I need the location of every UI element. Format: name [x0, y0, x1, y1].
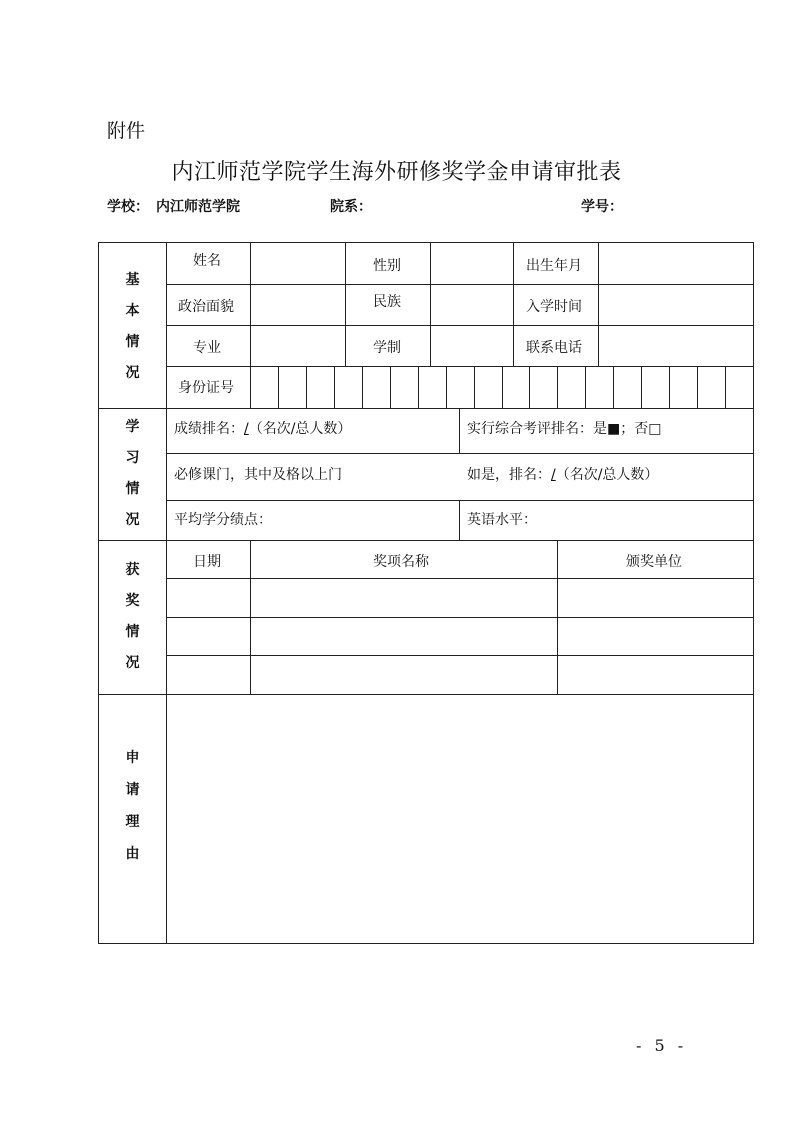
yes-checkbox[interactable]: ■	[607, 421, 621, 437]
section-char: 本	[125, 303, 140, 319]
if-yes-rank-field	[467, 464, 658, 484]
name-label: 姓名	[193, 253, 221, 269]
id-digit-separator	[529, 366, 530, 408]
section-char: 习	[125, 450, 140, 466]
section-char: 获	[125, 562, 140, 578]
id-digit-separator	[697, 366, 698, 408]
id-digit-separator	[641, 366, 642, 408]
col-line	[598, 243, 599, 366]
department-label: 院系：	[330, 199, 372, 215]
id-digit-separator	[585, 366, 586, 408]
application-form-table	[98, 242, 754, 944]
program-length-label: 学制	[373, 340, 401, 356]
grade-rank-slash: /	[244, 421, 249, 437]
form-title: 内江师范学院学生海外研修奖学金申请审批表	[171, 160, 622, 185]
no-checkbox[interactable]: □	[648, 421, 662, 437]
section-study-info	[99, 412, 166, 536]
section-char: 申	[125, 750, 140, 766]
section-char: 况	[125, 512, 140, 528]
school-value: 内江师范学院	[156, 199, 240, 215]
page-number: - 5 -	[636, 1036, 688, 1055]
award-issuer-header: 颁奖单位	[626, 554, 682, 570]
section-char: 情	[125, 624, 140, 640]
id-number-label: 身份证号	[178, 380, 234, 396]
student-id-label: 学号：	[581, 199, 623, 215]
section-basic-info	[99, 265, 166, 389]
col-line	[430, 243, 431, 366]
if-yes-rank-suffix: （名次/总人数）	[555, 467, 659, 483]
id-digit-separator	[446, 366, 447, 408]
col-line	[459, 500, 460, 540]
id-digit-separator	[278, 366, 279, 408]
id-digit-separator	[474, 366, 475, 408]
row-line	[166, 325, 753, 326]
english-level-label: 英语水平：	[467, 512, 537, 528]
row-line	[166, 366, 753, 367]
political-status-label: 政治面貌	[178, 299, 234, 315]
ethnicity-label: 民族	[373, 294, 401, 310]
col-line	[250, 540, 251, 694]
grade-rank-label: 成绩排名：	[174, 421, 244, 437]
section-awards	[99, 555, 166, 679]
attachment-label: 附件	[107, 120, 146, 142]
col-line	[513, 243, 514, 366]
gender-label: 性别	[373, 258, 401, 274]
id-digit-separator	[362, 366, 363, 408]
col-line	[459, 408, 460, 453]
section-char: 学	[125, 419, 140, 435]
comprehensive-rank-label: 实行综合考评排名：是	[467, 421, 607, 437]
id-digit-separator	[334, 366, 335, 408]
section-char: 奖	[125, 593, 140, 609]
row-line	[166, 453, 753, 454]
award-date-header: 日期	[193, 554, 221, 570]
required-courses-text: 必修课门，其中及格以上门	[174, 467, 342, 483]
application-reason-field[interactable]	[167, 695, 753, 943]
id-digit-separator	[502, 366, 503, 408]
row-line	[166, 655, 753, 656]
row-line	[166, 284, 753, 285]
section-char: 基	[125, 272, 140, 288]
col-line	[345, 243, 346, 366]
col-line	[557, 540, 558, 694]
enrollment-date-label: 入学时间	[526, 299, 582, 315]
award-name-header: 奖项名称	[373, 554, 429, 570]
school-label: 学校：	[107, 199, 149, 215]
id-digit-separator	[418, 366, 419, 408]
section-application-reason	[99, 742, 166, 870]
section-char: 况	[125, 365, 140, 381]
major-label: 专业	[193, 340, 221, 356]
id-digit-separator	[557, 366, 558, 408]
section-char: 由	[125, 846, 140, 862]
comprehensive-rank-field	[467, 418, 661, 438]
id-digit-separator	[725, 366, 726, 408]
grade-rank-field	[174, 418, 351, 438]
row-line	[166, 617, 753, 618]
if-yes-rank-slash: /	[551, 467, 556, 483]
section-char: 请	[125, 782, 140, 798]
no-label: ；否	[620, 421, 649, 437]
id-digit-separator	[390, 366, 391, 408]
section-char: 理	[125, 814, 140, 830]
id-digit-separator	[669, 366, 670, 408]
id-digit-separator	[613, 366, 614, 408]
phone-label: 联系电话	[526, 340, 582, 356]
row-line	[166, 578, 753, 579]
section-divider	[99, 408, 753, 409]
section-divider	[99, 540, 753, 541]
section-char: 情	[125, 334, 140, 350]
id-digit-separator	[306, 366, 307, 408]
grade-rank-suffix: （名次/总人数）	[248, 421, 352, 437]
section-char: 况	[125, 655, 140, 671]
gpa-label: 平均学分绩点：	[174, 512, 272, 528]
if-yes-rank-label: 如是，排名：	[467, 467, 551, 483]
section-char: 情	[125, 481, 140, 497]
col-line	[250, 243, 251, 408]
birth-date-label: 出生年月	[526, 258, 582, 274]
